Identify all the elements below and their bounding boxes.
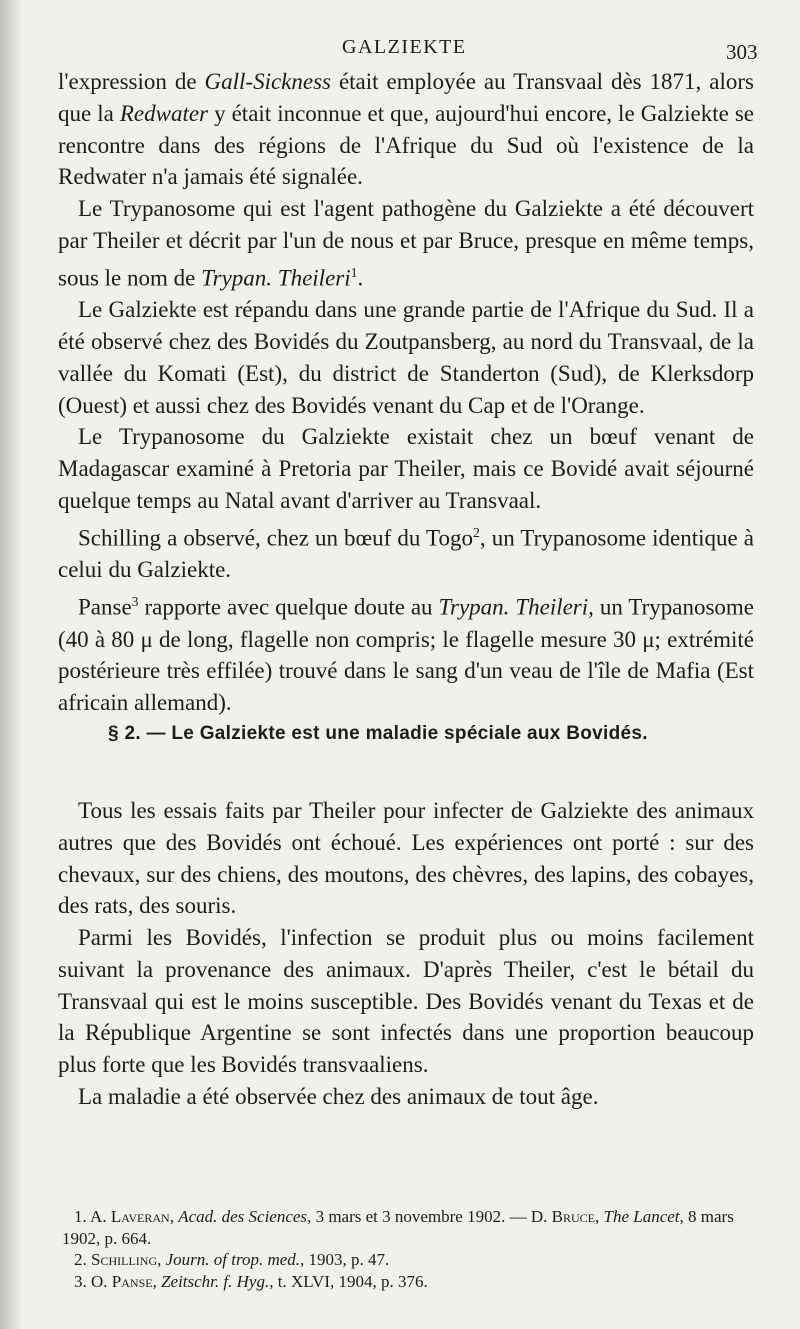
paragraph <box>58 922 754 1081</box>
text-run: Schilling a observé, chez un bœuf du Togo <box>78 525 473 551</box>
footnotes <box>62 1206 758 1292</box>
italic-run: The Lancet <box>603 1207 680 1226</box>
footnote-ref: 1 <box>350 264 358 280</box>
text-run: , <box>157 1250 166 1269</box>
page-number: 303 <box>726 40 758 64</box>
italic-run: Redwater <box>119 100 209 126</box>
running-title: GALZIEKTE <box>342 36 467 58</box>
text-run: , <box>152 1271 162 1291</box>
section-heading: § 2. — Le Galziekte est une maladie spéciale aux Bovidés. <box>108 722 648 744</box>
author-name: Schilling <box>91 1250 158 1269</box>
text-run: l'expression de <box>58 69 205 94</box>
text-run: , <box>169 1207 179 1226</box>
footnote <box>62 1206 758 1249</box>
text-run: Panse <box>78 594 132 620</box>
paragraph <box>58 66 754 193</box>
text-run: rapporte avec quelque doute au <box>138 594 439 620</box>
paragraph <box>58 1081 754 1113</box>
footnote-ref: 3 <box>131 594 139 610</box>
text-run: Parmi les Bovidés, l'infection se produit plus ou moins facilement suivant la provenance des animaux. D'après Theiler, c'est le bétail du Transvaal qui est le moins susceptible. Des Bovidés venant du Texas et de la République Argentine se sont infectés dans une proportion beaucoup plus forte que les Bovidés transvaaliens. <box>58 925 754 1078</box>
paragraph <box>58 294 754 421</box>
italic-run: Trypan. Theileri <box>438 594 589 620</box>
text-run: . <box>357 265 364 291</box>
text-run: 3. O. <box>74 1271 112 1291</box>
body-text <box>58 66 754 1113</box>
paragraph <box>58 586 754 719</box>
text-run: , 8 mars 1902, p. 664. <box>62 1207 734 1248</box>
text-run: Le Trypanosome du Galziekte existait chez un bœuf venant de Madagascar examiné à Pretoria par Theiler, mais ce Bovidé avait séjourné quelque temps au Natal avant d'arriver au Transvaal. <box>58 424 754 514</box>
paragraph <box>58 421 754 516</box>
italic-run: Acad. des Sciences <box>178 1207 308 1226</box>
text-run: , t. XLVI, 1904, p. 376. <box>269 1271 428 1291</box>
text-run: 1. A. <box>74 1207 111 1226</box>
text-run: , 1903, p. 47. <box>300 1250 390 1269</box>
text-run: y était inconnue et que, aujourd'hui encore, le Galziekte se rencontre dans des régions de l'Afrique du Sud où l'existence de la Redwater n'a jamais été signalée. <box>58 100 754 190</box>
page-header <box>0 36 800 66</box>
italic-run: Zeitschr. f. Hyg. <box>161 1271 270 1291</box>
text-run: Tous les essais faits par Theiler pour infecter de Galziekte des animaux autres que des Bovidés ont échoué. Les expériences ont porté : sur des chevaux, sur des chiens, des moutons, des chèvres, des lapins, des cobayes, des rats, des souris. <box>58 797 754 919</box>
italic-run: Trypan. Theileri <box>201 265 351 291</box>
text-run: Le Trypanosome qui est l'agent pathogène du Galziekte a été découvert par Theiler et décrit par l'un de nous et par Bruce, presque en même temps, sous le nom de <box>58 196 754 291</box>
author-name: Panse <box>111 1271 153 1291</box>
text-run: , un Trypanosome (40 à 80 μ de long, flagelle non compris; le flagelle mesure 30 μ; extrémité postérieure très effilée) trouvé dans le sang d'un veau de l'île de Mafia (Est africain allemand). <box>58 594 754 716</box>
author-name: Laveran <box>110 1207 170 1226</box>
paragraph <box>58 795 754 922</box>
footnote <box>62 1249 758 1271</box>
footnote-ref: 2 <box>473 524 480 540</box>
text-run: Le Galziekte est répandu dans une grande partie de l'Afrique du Sud. Il a été observé chez des Bovidés du Zoutpansberg, au nord du Transvaal, de la vallée du Komati (Est), du district de Standerton (Sud), de Klerksdorp (Ouest) et aussi chez des Bovidés venant du Cap et de l'Orange. <box>58 297 754 418</box>
italic-run: Journ. of trop. med. <box>165 1250 301 1269</box>
text-run: , un Trypanosome identique à celui du Galziekte. <box>58 525 754 583</box>
paragraph <box>58 517 754 586</box>
text-run: était employée au Transvaal dès 1871, alors que la <box>58 69 754 126</box>
text-run: La maladie a été observée chez des animaux de tout âge. <box>78 1084 599 1110</box>
text-run: 2. <box>74 1250 91 1269</box>
page-edge-shadow <box>0 0 22 1329</box>
footnote <box>62 1271 758 1293</box>
italic-run: Gall-Sickness <box>204 69 331 94</box>
text-run: , 3 mars et 3 novembre 1902. — D. <box>307 1207 552 1226</box>
text-run: , <box>594 1207 604 1226</box>
paragraph <box>58 193 754 294</box>
author-name: Bruce <box>551 1207 595 1226</box>
